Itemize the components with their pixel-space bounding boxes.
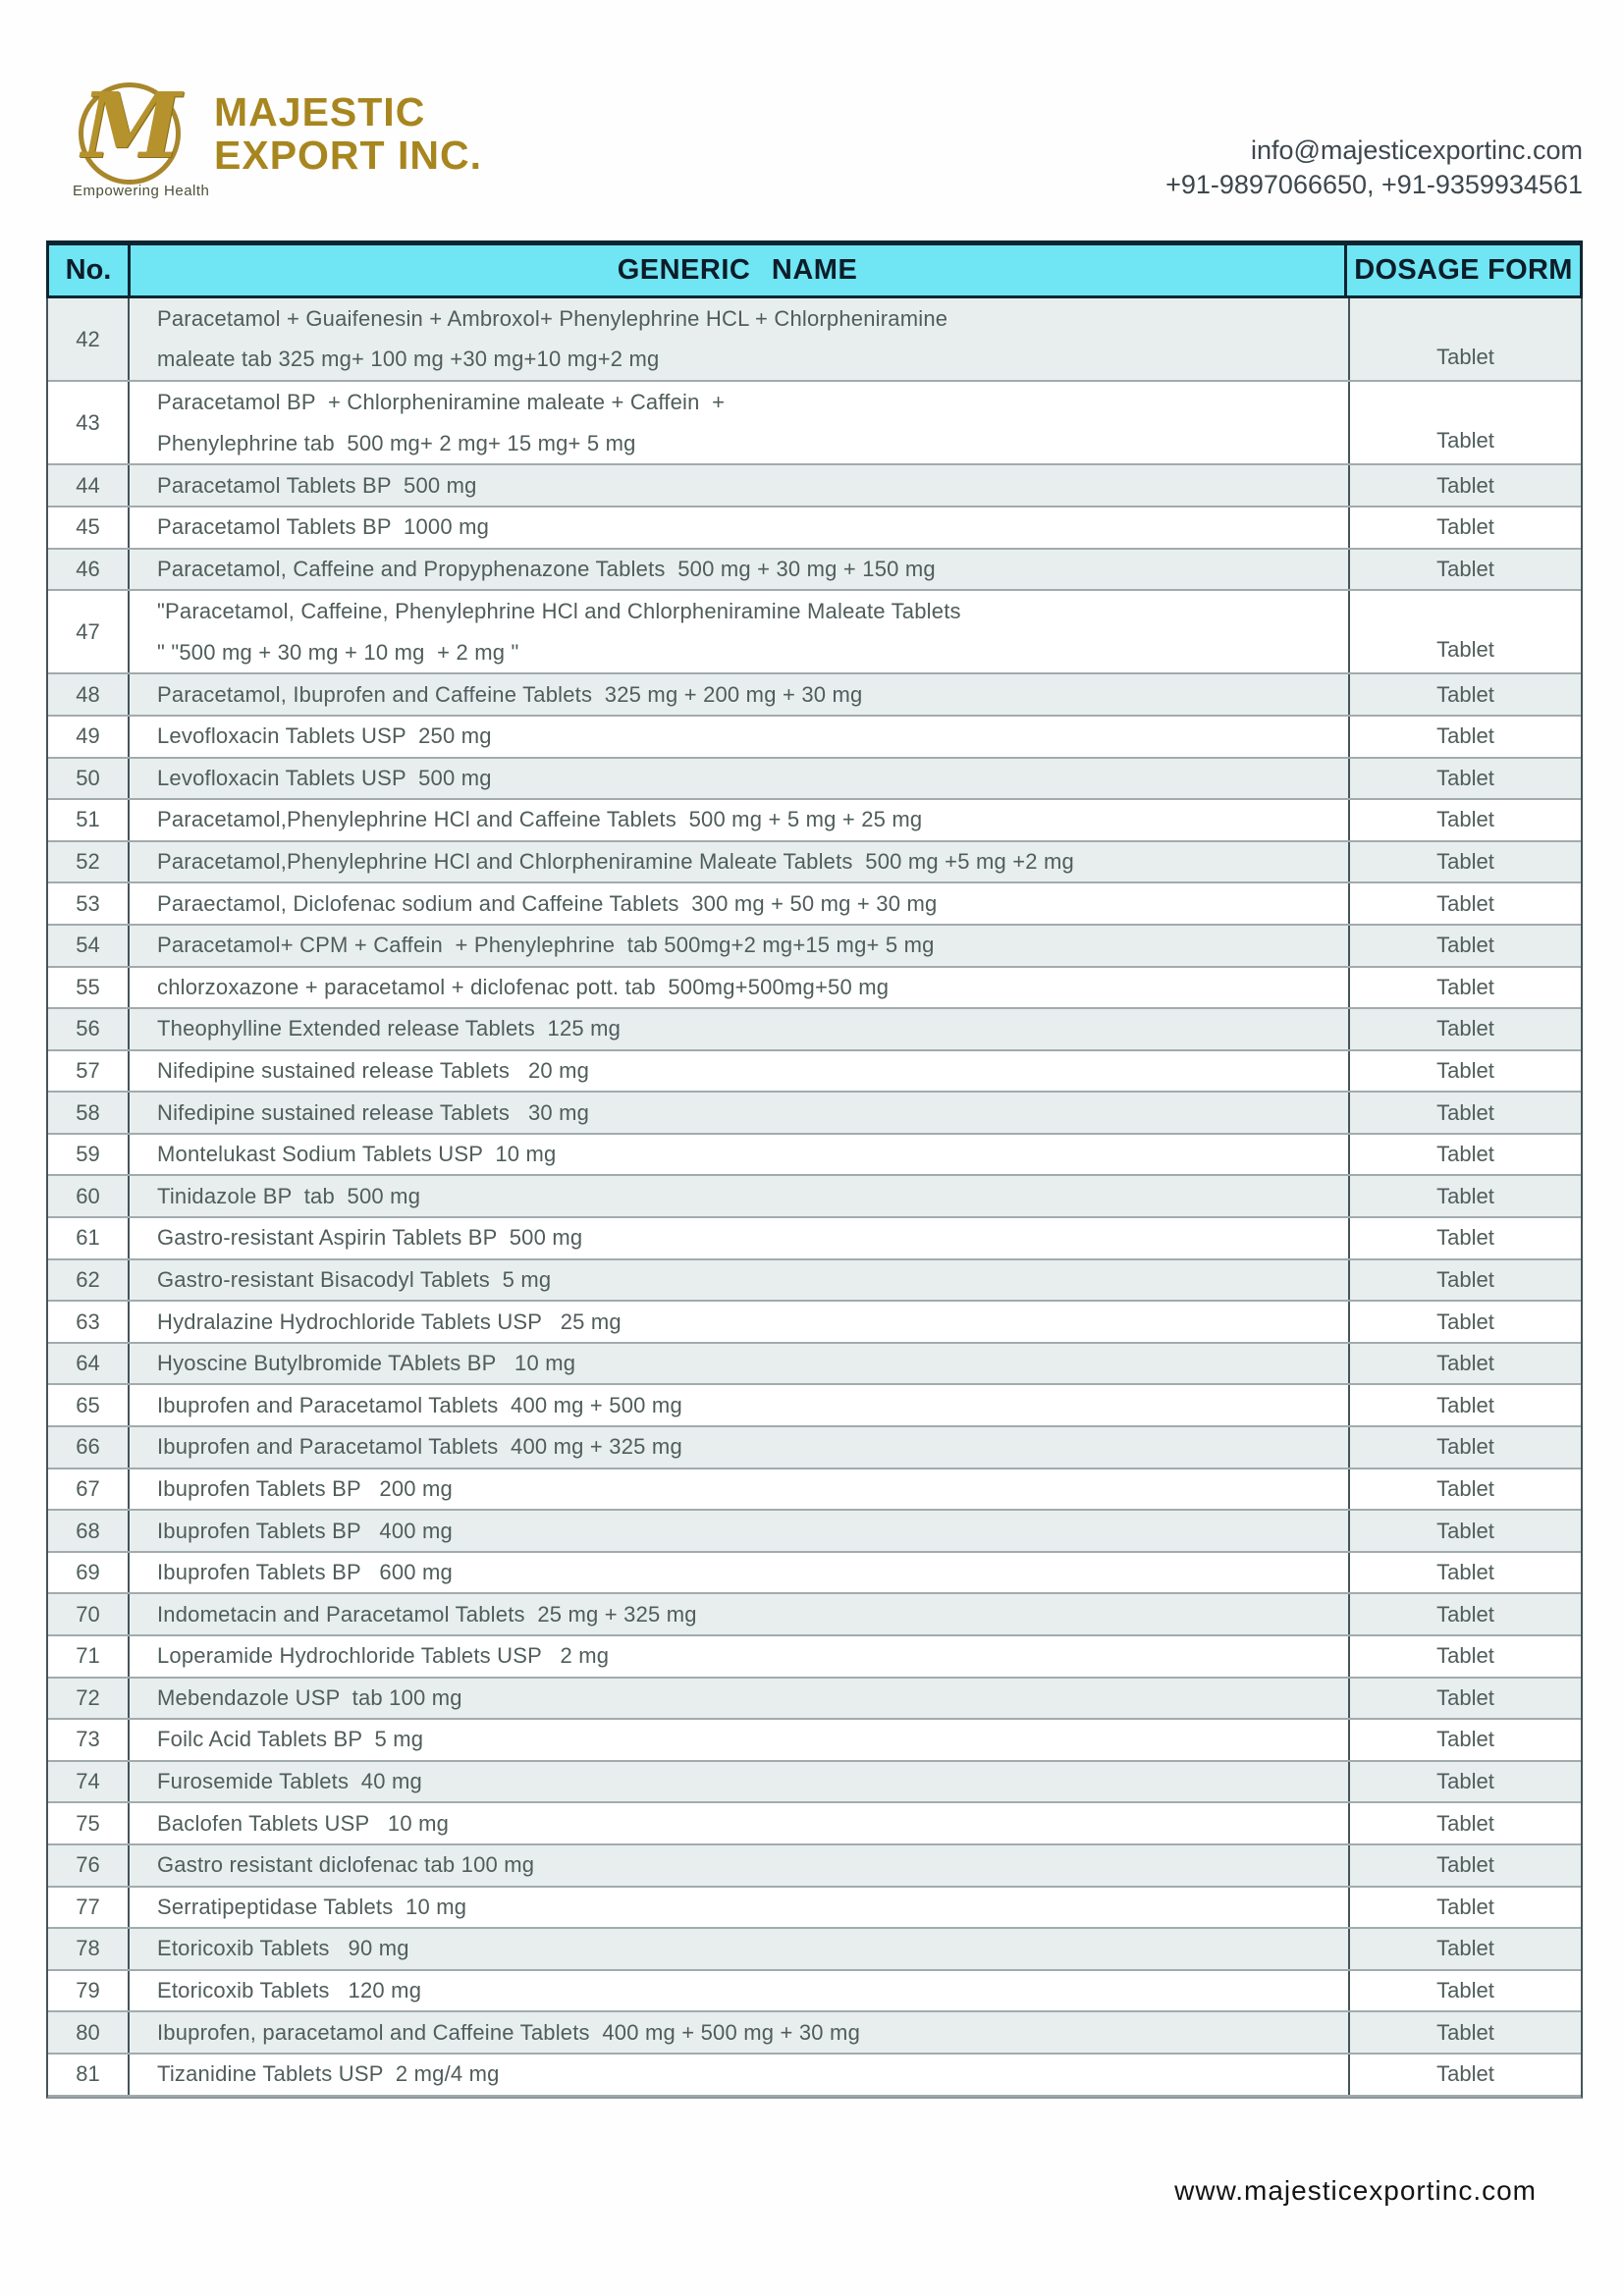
column-header-dosage-form: DOSAGE FORM: [1354, 254, 1573, 286]
dosage-form-cell: Tablet: [1348, 2012, 1581, 2053]
generic-name-cell: [130, 968, 1348, 1008]
row-number: 47: [48, 591, 130, 672]
generic-name-line: Paracetamol Tablets BP 1000 mg: [157, 514, 490, 540]
generic-name-cell: [130, 1762, 1348, 1802]
generic-name-line: " "500 mg + 30 mg + 10 mg + 2 mg ": [157, 639, 519, 665]
generic-name-cell: [130, 1929, 1348, 1969]
dosage-form-cell: Tablet: [1348, 1385, 1581, 1425]
table-row: [48, 717, 1581, 759]
generic-name-line: Hydralazine Hydrochloride Tablets USP 25 mg: [157, 1308, 622, 1334]
generic-name-line: Levofloxacin Tablets USP 250 mg: [157, 723, 492, 749]
dosage-form-cell: Tablet: [1348, 550, 1581, 590]
generic-name-line: Montelukast Sodium Tablets USP 10 mg: [157, 1142, 557, 1167]
generic-name-cell: [130, 1009, 1348, 1049]
table-row: [48, 1051, 1581, 1094]
generic-name-cell: [130, 507, 1348, 548]
column-header-generic-name: GENERIC NAME: [131, 245, 1347, 295]
footer-website: www.majesticexportinc.com: [1174, 2175, 1537, 2206]
row-number: 46: [48, 550, 130, 590]
generic-name-line: Mebendazole USP tab 100 mg: [157, 1684, 462, 1710]
dosage-form-cell: Tablet: [1348, 1636, 1581, 1677]
table-row: [48, 1720, 1581, 1762]
generic-name-line: Theophylline Extended release Tablets 125 mg: [157, 1016, 622, 1041]
table-row: [48, 1260, 1581, 1303]
table-row: [48, 1553, 1581, 1595]
generic-name-line: Paracetamol, Caffeine and Propyphenazone Tablets 500 mg + 30 mg + 150 mg: [157, 556, 936, 581]
generic-name-line: "Paracetamol, Caffeine, Phenylephrine HCl and Chlorpheniramine Maleate Tablets: [157, 598, 961, 623]
generic-name-cell: [130, 1845, 1348, 1886]
row-number: 70: [48, 1594, 130, 1634]
company-wordmark: [214, 90, 482, 177]
table-row: [48, 1135, 1581, 1177]
dosage-form-cell: Tablet: [1348, 674, 1581, 715]
table-row: [48, 1511, 1581, 1553]
table-row: [48, 1929, 1581, 1971]
generic-name-cell: [130, 1176, 1348, 1216]
table-row: [48, 926, 1581, 968]
table-row: [48, 968, 1581, 1010]
dosage-form-cell: Tablet: [1348, 1093, 1581, 1133]
row-number: 66: [48, 1427, 130, 1468]
generic-name-line: Nifedipine sustained release Tablets 20 mg: [157, 1057, 590, 1083]
row-number: 42: [48, 298, 130, 380]
generic-name-cell: [130, 1135, 1348, 1175]
table-row: [48, 1636, 1581, 1679]
generic-name-cell: [130, 1511, 1348, 1551]
generic-name-line: Hyoscine Butylbromide TAblets BP 10 mg: [157, 1351, 576, 1376]
row-number: 64: [48, 1344, 130, 1384]
row-number: 65: [48, 1385, 130, 1425]
table-row: [48, 1009, 1581, 1051]
row-number: 43: [48, 382, 130, 463]
dosage-form-cell: Tablet: [1348, 1971, 1581, 2011]
table-row: [48, 1344, 1581, 1386]
generic-name-cell: [130, 550, 1348, 590]
table-row: [48, 1888, 1581, 1930]
generic-name-cell: [130, 1218, 1348, 1258]
company-name-line2: EXPORT INC.: [214, 133, 482, 178]
dosage-form-cell: Tablet: [1348, 1720, 1581, 1760]
generic-name-cell: [130, 842, 1348, 882]
generic-name-cell: [130, 759, 1348, 799]
generic-name-line: Paracetamol, Ibuprofen and Caffeine Tablets 325 mg + 200 mg + 30 mg: [157, 681, 863, 707]
row-number: 73: [48, 1720, 130, 1760]
generic-name-line: Foilc Acid Tablets BP 5 mg: [157, 1727, 424, 1752]
dosage-form-cell: Tablet: [1348, 1427, 1581, 1468]
generic-name-cell: [130, 674, 1348, 715]
dosage-form-cell: Tablet: [1348, 1260, 1581, 1301]
row-number: 71: [48, 1636, 130, 1677]
generic-name-line: Ibuprofen Tablets BP 200 mg: [157, 1475, 453, 1501]
row-number: 80: [48, 2012, 130, 2053]
generic-name-line: Indometacin and Paracetamol Tablets 25 mg + 325 mg: [157, 1601, 697, 1627]
logo-monogram-icon: M: [81, 73, 182, 179]
dosage-form-cell: Tablet: [1348, 1302, 1581, 1342]
generic-name-line: Serratipeptidase Tablets 10 mg: [157, 1894, 467, 1919]
generic-name-line: Gastro-resistant Aspirin Tablets BP 500 mg: [157, 1225, 583, 1251]
generic-name-cell: [130, 298, 1348, 380]
generic-name-line: Ibuprofen Tablets BP 600 mg: [157, 1560, 453, 1585]
dosage-form-cell: Tablet: [1348, 507, 1581, 548]
generic-name-cell: [130, 1803, 1348, 1843]
contact-email: info@majesticexportinc.com: [1250, 135, 1583, 165]
generic-name-line: Loperamide Hydrochloride Tablets USP 2 mg: [157, 1643, 610, 1669]
dosage-form-cell: Tablet: [1348, 717, 1581, 757]
row-number: 55: [48, 968, 130, 1008]
generic-name-line: Etoricoxib Tablets 90 mg: [157, 1936, 409, 1961]
dosage-form-cell: Tablet: [1348, 1176, 1581, 1216]
row-number: 51: [48, 800, 130, 840]
row-number: 81: [48, 2055, 130, 2095]
generic-name-line: Ibuprofen Tablets BP 400 mg: [157, 1518, 453, 1543]
table-row: [48, 2055, 1581, 2097]
dosage-form-cell: Tablet: [1348, 1762, 1581, 1802]
row-number: 72: [48, 1679, 130, 1719]
generic-name-cell: [130, 1636, 1348, 1677]
row-number: 61: [48, 1218, 130, 1258]
table-header-row: [46, 240, 1583, 298]
generic-name-line: Tinidazole BP tab 500 mg: [157, 1183, 421, 1208]
table-row: [48, 1385, 1581, 1427]
table-row: [48, 1845, 1581, 1888]
generic-name-cell: [130, 1427, 1348, 1468]
dosage-form-cell: Tablet: [1348, 1218, 1581, 1258]
generic-name-cell: [130, 1888, 1348, 1928]
generic-name-line: Nifedipine sustained release Tablets 30 mg: [157, 1099, 590, 1125]
generic-name-cell: [130, 1679, 1348, 1719]
dosage-form-cell: Tablet: [1348, 800, 1581, 840]
generic-name-cell: [130, 1594, 1348, 1634]
table-row: [48, 1302, 1581, 1344]
table-row: [48, 1594, 1581, 1636]
generic-name-line: Gastro-resistant Bisacodyl Tablets 5 mg: [157, 1266, 552, 1292]
company-logo: [79, 73, 182, 185]
generic-name-cell: [130, 1553, 1348, 1593]
table-row: [48, 550, 1581, 592]
table-row: [48, 883, 1581, 926]
dosage-form-cell: Tablet: [1348, 1803, 1581, 1843]
generic-name-cell: [130, 1720, 1348, 1760]
row-number: 76: [48, 1845, 130, 1886]
generic-name-cell: [130, 883, 1348, 924]
dosage-form-cell: Tablet: [1348, 1553, 1581, 1593]
generic-name-cell: [130, 717, 1348, 757]
row-number: 62: [48, 1260, 130, 1301]
table-row: [48, 591, 1581, 674]
dosage-form-cell: Tablet: [1348, 591, 1581, 672]
generic-name-cell: [130, 1971, 1348, 2011]
generic-name-line: Ibuprofen and Paracetamol Tablets 400 mg + 325 mg: [157, 1434, 682, 1460]
contact-phones: +91-9897066650, +91-9359934561: [1165, 170, 1583, 199]
table-row: [48, 1093, 1581, 1135]
table-row: [48, 1762, 1581, 1804]
generic-name-cell: [130, 1051, 1348, 1092]
row-number: 57: [48, 1051, 130, 1092]
generic-name-line: Ibuprofen and Paracetamol Tablets 400 mg + 500 mg: [157, 1392, 682, 1417]
row-number: 53: [48, 883, 130, 924]
table-row: [48, 1218, 1581, 1260]
generic-name-line: Paracetamol+ CPM + Caffein + Phenylephrine tab 500mg+2 mg+15 mg+ 5 mg: [157, 933, 935, 958]
table-row: [48, 298, 1581, 382]
table-row: [48, 465, 1581, 507]
table-row: [48, 1469, 1581, 1512]
row-number: 68: [48, 1511, 130, 1551]
table-row: [48, 674, 1581, 717]
dosage-form-cell: Tablet: [1348, 465, 1581, 506]
generic-name-line: Furosemide Tablets 40 mg: [157, 1769, 422, 1794]
generic-name-line: Phenylephrine tab 500 mg+ 2 mg+ 15 mg+ 5 mg: [157, 430, 636, 455]
row-number: 75: [48, 1803, 130, 1843]
footer: [1174, 2175, 1537, 2207]
table-row: [48, 1803, 1581, 1845]
generic-name-line: Tizanidine Tablets USP 2 mg/4 mg: [157, 2061, 500, 2087]
generic-name-line: Gastro resistant diclofenac tab 100 mg: [157, 1852, 535, 1878]
generic-name-cell: [130, 2012, 1348, 2053]
row-number: 49: [48, 717, 130, 757]
dosage-form-cell: Tablet: [1348, 1051, 1581, 1092]
generic-name-line: Etoricoxib Tablets 120 mg: [157, 1978, 422, 2003]
row-number: 67: [48, 1469, 130, 1510]
generic-name-line: Paracetamol,Phenylephrine HCl and Caffeine Tablets 500 mg + 5 mg + 25 mg: [157, 807, 923, 832]
table-row: [48, 842, 1581, 884]
dosage-form-cell: Tablet: [1348, 1469, 1581, 1510]
generic-name-cell: [130, 1093, 1348, 1133]
row-number: 48: [48, 674, 130, 715]
generic-name-cell: [130, 800, 1348, 840]
generic-name-line: Paracetamol,Phenylephrine HCl and Chlorpheniramine Maleate Tablets 500 mg +5 mg +2 mg: [157, 849, 1074, 875]
table-row: [48, 507, 1581, 550]
row-number: 59: [48, 1135, 130, 1175]
row-number: 78: [48, 1929, 130, 1969]
generic-name-line: chlorzoxazone + paracetamol + diclofenac pott. tab 500mg+500mg+50 mg: [157, 974, 890, 999]
generic-name-cell: [130, 926, 1348, 966]
generic-name-cell: [130, 1469, 1348, 1510]
row-number: 60: [48, 1176, 130, 1216]
table-body: [46, 298, 1583, 2099]
generic-name-cell: [130, 591, 1348, 672]
dosage-form-cell: Tablet: [1348, 1679, 1581, 1719]
row-number: 50: [48, 759, 130, 799]
generic-name-line: maleate tab 325 mg+ 100 mg +30 mg+10 mg+2 mg: [157, 347, 660, 372]
table-row: [48, 1971, 1581, 2013]
row-number: 58: [48, 1093, 130, 1133]
row-number: 45: [48, 507, 130, 548]
dosage-form-cell: Tablet: [1348, 1888, 1581, 1928]
row-number: 77: [48, 1888, 130, 1928]
generic-name-line: Ibuprofen, paracetamol and Caffeine Tablets 400 mg + 500 mg + 30 mg: [157, 2019, 861, 2045]
table-row: [48, 1679, 1581, 1721]
dosage-form-cell: Tablet: [1348, 1594, 1581, 1634]
row-number: 52: [48, 842, 130, 882]
row-number: 63: [48, 1302, 130, 1342]
generic-name-cell: [130, 382, 1348, 463]
row-number: 44: [48, 465, 130, 506]
generic-name-cell: [130, 1385, 1348, 1425]
dosage-form-cell: Tablet: [1348, 1929, 1581, 1969]
dosage-form-cell: Tablet: [1348, 382, 1581, 463]
generic-name-line: Paraectamol, Diclofenac sodium and Caffeine Tablets 300 mg + 50 mg + 30 mg: [157, 890, 938, 916]
generic-name-cell: [130, 1260, 1348, 1301]
row-number: 69: [48, 1553, 130, 1593]
dosage-form-cell: Tablet: [1348, 968, 1581, 1008]
dosage-form-cell: Tablet: [1348, 1845, 1581, 1886]
row-number: 74: [48, 1762, 130, 1802]
dosage-form-cell: Tablet: [1348, 1344, 1581, 1384]
dosage-form-cell: Tablet: [1348, 1135, 1581, 1175]
dosage-form-cell: Tablet: [1348, 1009, 1581, 1049]
table-row: [48, 800, 1581, 842]
table-row: [48, 2012, 1581, 2055]
row-number: 79: [48, 1971, 130, 2011]
generic-name-line: Paracetamol + Guaifenesin + Ambroxol+ Phenylephrine HCL + Chlorpheniramine: [157, 305, 948, 331]
generic-name-cell: [130, 1344, 1348, 1384]
row-number: 56: [48, 1009, 130, 1049]
generic-name-cell: [130, 2055, 1348, 2095]
dosage-form-cell: Tablet: [1348, 759, 1581, 799]
dosage-form-cell: Tablet: [1348, 883, 1581, 924]
company-name-line1: MAJESTIC: [214, 89, 426, 134]
generic-name-cell: [130, 465, 1348, 506]
dosage-form-cell: Tablet: [1348, 2055, 1581, 2095]
table-row: [48, 1427, 1581, 1469]
generic-name-cell: [130, 1302, 1348, 1342]
generic-name-line: Paracetamol BP + Chlorpheniramine maleate + Caffein +: [157, 389, 726, 414]
dosage-form-cell: Tablet: [1348, 926, 1581, 966]
company-tagline: Empowering Health: [73, 183, 210, 199]
dosage-form-cell: Tablet: [1348, 1511, 1581, 1551]
dosage-form-cell: Tablet: [1348, 298, 1581, 380]
generic-name-line: Levofloxacin Tablets USP 500 mg: [157, 765, 492, 790]
table-row: [48, 759, 1581, 801]
table-row: [48, 1176, 1581, 1218]
dosage-form-cell: Tablet: [1348, 842, 1581, 882]
contact-block: [1165, 133, 1583, 202]
generic-name-line: Paracetamol Tablets BP 500 mg: [157, 472, 477, 498]
generic-name-line: Baclofen Tablets USP 10 mg: [157, 1810, 450, 1836]
column-header-no: No.: [49, 245, 131, 295]
table-row: [48, 382, 1581, 465]
product-table: [46, 240, 1583, 2099]
row-number: 54: [48, 926, 130, 966]
